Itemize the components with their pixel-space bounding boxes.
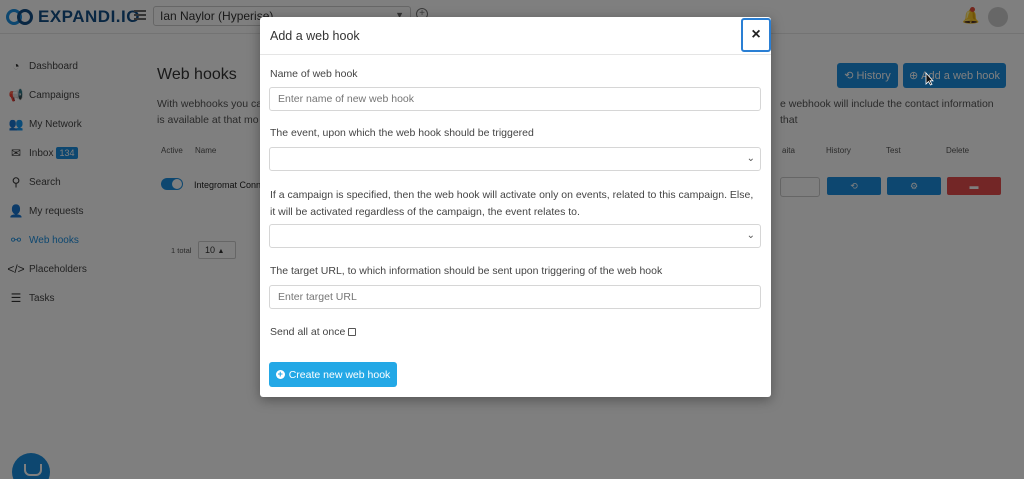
- target-url-label: The target URL, to which information should be sent upon triggering of the web hook: [270, 265, 663, 277]
- close-icon: ×: [751, 26, 761, 43]
- modal-title: Add a web hook: [270, 29, 360, 43]
- plus-circle-icon: +: [277, 369, 283, 379]
- add-web-hook-modal: [260, 17, 771, 397]
- create-web-hook-label: Create new web hook: [288, 368, 391, 381]
- name-label: Name of web hook: [270, 68, 358, 80]
- chevron-down-icon: ⌄: [746, 153, 755, 164]
- chevron-down-icon: ⌄: [746, 230, 755, 241]
- event-label: The event, upon which the web hook should be triggered: [270, 127, 534, 139]
- modal-header: [260, 17, 771, 55]
- mouse-pointer-icon: [925, 72, 934, 86]
- send-all-row: [270, 326, 356, 338]
- event-select[interactable]: [269, 147, 761, 171]
- webhook-name-input[interactable]: [269, 87, 761, 111]
- send-all-checkbox[interactable]: [348, 328, 356, 336]
- create-web-hook-button[interactable]: [269, 362, 397, 387]
- target-url-input[interactable]: [269, 285, 761, 309]
- campaign-help-text: If a campaign is specified, then the web hook will activate only on events, related to this campaign. Else, it will be activated regardless of the campaign, the event relates to.: [270, 189, 754, 218]
- close-button[interactable]: [741, 18, 771, 52]
- campaign-select-modal[interactable]: [269, 224, 761, 248]
- send-all-label: Send all at once: [270, 326, 346, 338]
